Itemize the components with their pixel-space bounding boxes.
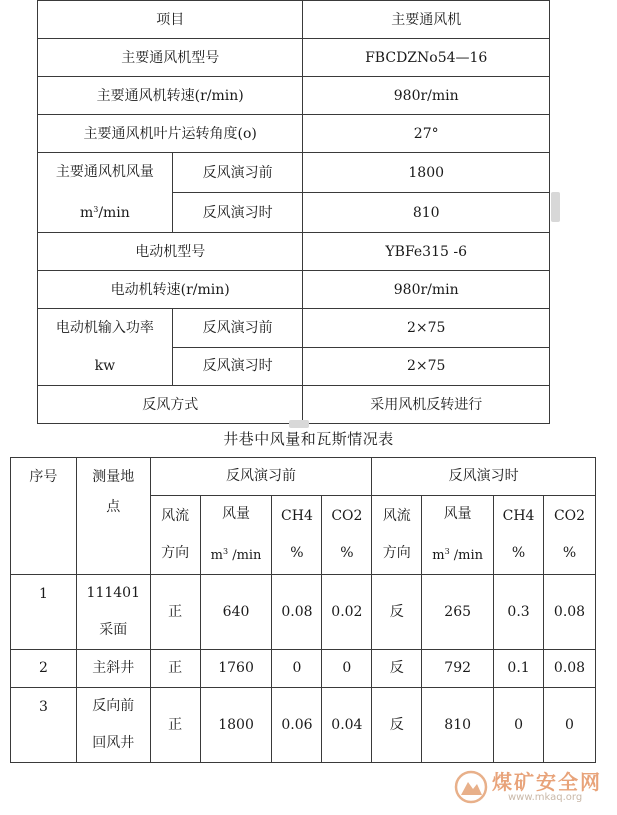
cell-d-dir: 反 — [372, 575, 422, 650]
sub-volume-before: 风量 $m^3$ /min — [200, 496, 272, 575]
airflow-during-value: 810 — [303, 193, 550, 233]
method-label: 反风方式 — [38, 386, 303, 424]
power-label-line2: kw — [94, 358, 116, 374]
airflow-during-label: 反风演习时 — [172, 193, 303, 233]
cell-b-dir: 正 — [150, 650, 200, 688]
row-label: 主要通风机转速(r/min) — [38, 77, 303, 115]
cell-b-vol: 1800 — [200, 688, 272, 763]
cell-d-ch4: 0.3 — [494, 575, 544, 650]
header-item: 项目 — [38, 1, 303, 39]
cell-seq: 3 — [11, 688, 77, 763]
col-seq: 序号 — [11, 458, 77, 575]
power-label-line1: 电动机输入功率 — [55, 320, 154, 336]
row-label: 主要通风机叶片运转角度(o) — [38, 115, 303, 153]
watermark-url: www.mkaq.org — [508, 792, 583, 803]
row-value: 980r/min — [303, 77, 550, 115]
power-during-label: 反风演习时 — [172, 347, 303, 386]
airflow-label-line2: $m^3/\min$ — [79, 205, 130, 221]
cell-b-ch4: 0 — [272, 650, 322, 688]
mine-logo-icon — [454, 770, 488, 804]
cell-d-ch4: 0.1 — [494, 650, 544, 688]
cell-d-ch4: 0 — [494, 688, 544, 763]
table-caption: 井巷中风量和瓦斯情况表 — [223, 430, 394, 448]
sub-direction-before: 风流 方向 — [150, 496, 200, 575]
cell-d-co2: 0.08 — [544, 650, 596, 688]
power-label — [38, 309, 173, 386]
cell-d-vol: 792 — [422, 650, 494, 688]
cell-location: 111401 采面 — [76, 575, 150, 650]
airflow-label-line1: 主要通风机风量 — [55, 164, 154, 180]
table-row — [11, 688, 596, 763]
sub-co2-during: CO2 % — [544, 496, 596, 575]
sub-volume-during: 风量 $m^3$ /min — [422, 496, 494, 575]
table-move-handle[interactable] — [289, 420, 309, 428]
watermark-title: 煤矿安全网 — [492, 770, 602, 794]
row-label: 电动机型号 — [38, 233, 303, 271]
row-value: FBCDZNo54—16 — [303, 39, 550, 77]
fan-parameters-table — [37, 0, 550, 424]
row-value: 980r/min — [303, 271, 550, 309]
cell-seq: 2 — [11, 650, 77, 688]
airflow-gas-table — [10, 457, 596, 763]
cell-b-ch4: 0.08 — [272, 575, 322, 650]
header-value: 主要通风机 — [303, 1, 550, 39]
sub-ch4-during: CH4 % — [494, 496, 544, 575]
col-location: 测量地 点 — [76, 458, 150, 575]
cell-seq: 1 — [11, 575, 77, 650]
cell-b-co2: 0 — [322, 650, 372, 688]
airflow-label — [38, 153, 173, 233]
cell-d-dir: 反 — [372, 688, 422, 763]
group-before: 反风演习前 — [150, 458, 372, 496]
group-during: 反风演习时 — [372, 458, 596, 496]
cell-d-vol: 265 — [422, 575, 494, 650]
cell-b-vol: 640 — [200, 575, 272, 650]
sub-co2-before: CO2 % — [322, 496, 372, 575]
cell-d-dir: 反 — [372, 650, 422, 688]
cell-b-ch4: 0.06 — [272, 688, 322, 763]
cell-b-vol: 1760 — [200, 650, 272, 688]
site-watermark — [452, 764, 612, 812]
cell-location: 主斜井 — [76, 650, 150, 688]
cell-d-vol: 810 — [422, 688, 494, 763]
row-label: 主要通风机型号 — [38, 39, 303, 77]
power-before-value: 2×75 — [303, 309, 550, 348]
row-value: 27° — [303, 115, 550, 153]
cell-b-co2: 0.04 — [322, 688, 372, 763]
airflow-before-value: 1800 — [303, 153, 550, 193]
cell-b-dir: 正 — [150, 575, 200, 650]
cell-d-co2: 0.08 — [544, 575, 596, 650]
table-row — [11, 650, 596, 688]
method-value: 采用风机反转进行 — [303, 386, 550, 424]
airflow-before-label: 反风演习前 — [172, 153, 303, 193]
sub-ch4-before: CH4 % — [272, 496, 322, 575]
cell-location: 反向前 回风井 — [76, 688, 150, 763]
power-during-value: 2×75 — [303, 347, 550, 386]
table-row — [11, 575, 596, 650]
row-label: 电动机转速(r/min) — [38, 271, 303, 309]
table-resize-handle[interactable] — [551, 192, 560, 222]
power-before-label: 反风演习前 — [172, 309, 303, 348]
cell-b-co2: 0.02 — [322, 575, 372, 650]
cell-d-co2: 0 — [544, 688, 596, 763]
cell-b-dir: 正 — [150, 688, 200, 763]
sub-direction-during: 风流 方向 — [372, 496, 422, 575]
row-value: YBFe315 -6 — [303, 233, 550, 271]
